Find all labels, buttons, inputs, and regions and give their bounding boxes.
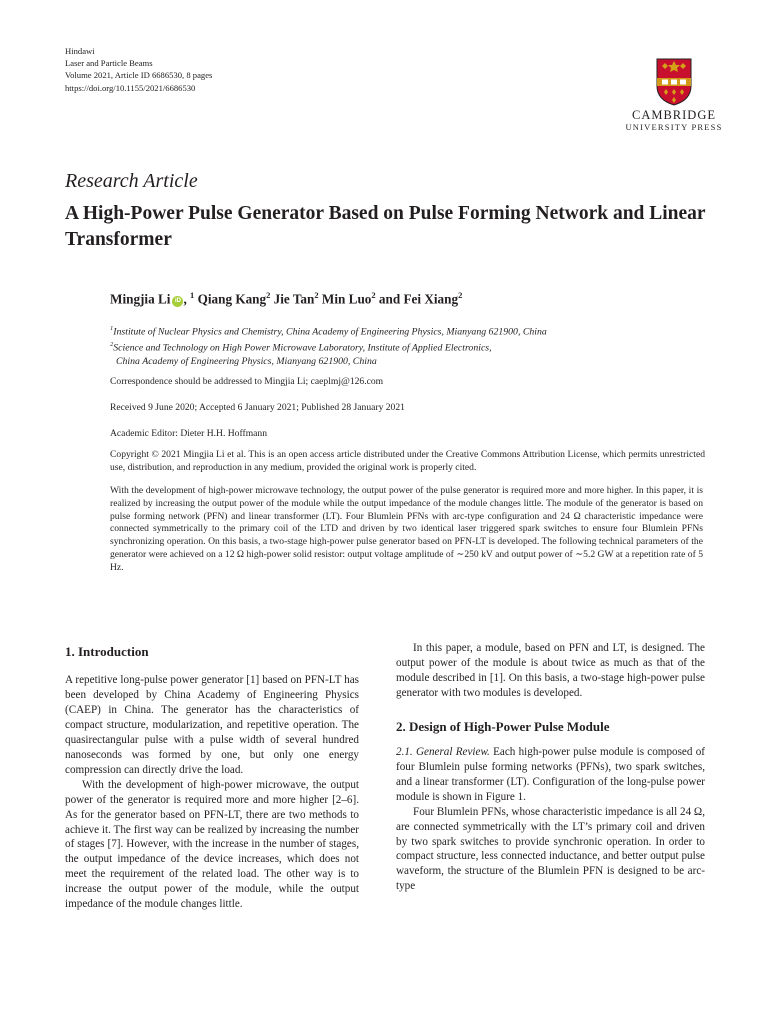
article-dates: Received 9 June 2020; Accepted 6 January 2021; Published 28 January 2021 bbox=[110, 402, 405, 413]
author-list bbox=[110, 290, 462, 307]
affiliation-text: Science and Technology on High Power Microwave Laboratory, Institute of Applied Electronics, bbox=[113, 342, 492, 354]
affiliation-line bbox=[110, 355, 710, 368]
logo-subtitle: UNIVERSITY PRESS bbox=[625, 122, 723, 132]
paragraph: In this paper, a module, based on PFN and LT, is designed. The output power of the module is about twice as much as that of the module described in [1]. On this basis, a two-stage high-power pulse generator with two modules is developed. bbox=[396, 642, 705, 699]
paragraph: Four Blumlein PFNs, whose characteristic impedance is all 24 Ω, are connected symmetrically with the LT’s primary coil and driven by two spark switches to provide synchronic operation. In order to compact structure, less connected inductance, and better output pulse waveform, the structure of the Blumlein PFN is designed to be arc-type bbox=[396, 805, 706, 893]
copyright-notice: Copyright © 2021 Mingjia Li et al. This is an open access article distributed under the Creative Commons Attribution License, which permits unrestricted use, distribution, and reproduction in any medium, provided the original work is properly cited. bbox=[110, 449, 705, 473]
author-affiliation-mark: 2 bbox=[371, 290, 376, 300]
logo-name: CAMBRIDGE bbox=[631, 108, 716, 122]
author-affiliation-mark: 2 bbox=[314, 290, 319, 300]
column-left bbox=[65, 644, 359, 912]
cambridge-logo bbox=[615, 58, 733, 132]
author-name: Mingjia Li bbox=[110, 291, 171, 307]
author-affiliation-mark: 2 bbox=[266, 290, 271, 300]
subsection-runin-heading: 2.1. General Review. bbox=[396, 745, 490, 758]
publisher-name: Hindawi bbox=[65, 46, 95, 56]
article-title: A High-Power Pulse Generator Based on Pulse Forming Network and Linear Transformer bbox=[65, 203, 706, 250]
affiliation-line bbox=[110, 322, 710, 338]
column-right bbox=[396, 641, 705, 894]
affiliation-text: China Academy of Engineering Physics, Mianyang 621900, China bbox=[116, 355, 377, 367]
author-separator: and bbox=[375, 291, 404, 307]
correspondence bbox=[110, 375, 720, 388]
abstract: With the development of high-power microwave technology, the output power of the pulse generator is required more and more higher. In this paper, it is realized by increasing the output power of the module while the output impedance of the module changes little. The module of the generator is based on pulse forming network (PFN) and linear transformer (LT). Four Blumlein PFNs with arc-type configuration and 24 Ω characteristic impedance were connected symmetrically to the primary coil of the LTD and driven by two identical laser triggered spark switches to ensure four Blumlein PFNs synchronizing operation. On this basis, a two-stage high-power pulse generator based on PFN-LT is developed. The following technical parameters of the generator were achieved on a 12 Ω high-power solid resistor: output voltage amplitude of ∼250 kV and output power of ∼5.2 GW at a repetition rate of 5 Hz. bbox=[110, 485, 703, 573]
author-name: Jie Tan bbox=[273, 291, 315, 307]
orcid-icon[interactable]: iD bbox=[172, 296, 183, 307]
affiliation-number: 2 bbox=[110, 341, 114, 349]
cambridge-shield-icon bbox=[656, 58, 692, 106]
author-name: Fei Xiang bbox=[403, 291, 459, 307]
article-type: Research Article bbox=[65, 170, 198, 192]
affiliation-line bbox=[110, 338, 710, 354]
journal-name: Laser and Particle Beams bbox=[65, 58, 153, 69]
paragraph: A repetitive long-pulse power generator [1] based on PFN-LT has been developed by China Academy of Engineering Physics (CAEP) in China. The generator has the characteristics of compact structure, modularization, and repetitive operation. The quasirectangular pulse with a pulse width of several hundred nanoseconds was formed by one, but only one energy compression can directly drive the load. bbox=[65, 674, 359, 776]
affiliation-text: Institute of Nuclear Physics and Chemistry, China Academy of Engineering Physics, Mianyang 621900, China bbox=[113, 326, 547, 338]
paragraph: With the development of high-power microwave, the output power of the generator is required more and more higher [2–6]. As for the generator based on PFN-LT, there are two methods to achieve it. The first way can be realized by increasing the number of stages [7]. However, with the increase in the number of stages, the output impedance of the device increases, which does not meet the requirement of the related load. The other way is to increase the output power of the module, while the output impedance of the module changes little. bbox=[65, 778, 359, 911]
affiliations bbox=[110, 322, 710, 368]
paragraph bbox=[396, 745, 705, 805]
author-name: Qiang Kang bbox=[197, 291, 267, 307]
section-heading-introduction: 1. Introduction bbox=[65, 644, 149, 659]
author-name: Min Luo bbox=[321, 291, 372, 307]
author-affiliation-mark: 2 bbox=[458, 290, 463, 300]
academic-editor: Academic Editor: Dieter H.H. Hoffmann bbox=[110, 428, 268, 439]
affiliation-number: 1 bbox=[110, 325, 114, 332]
volume-info: Volume 2021, Article ID 6686530, 8 pages bbox=[65, 70, 213, 81]
author-affiliation-mark: 1 bbox=[190, 290, 195, 300]
paragraph-text: Each high-power pulse module is composed of four Blumlein pulse forming networks (PFNs), two spark switches, and a linear transformer (LT). Configuration of the long-pulse power module is shown in Figure 1. bbox=[396, 745, 705, 803]
journal-header bbox=[65, 45, 212, 94]
section-heading-design: 2. Design of High-Power Pulse Module bbox=[396, 718, 610, 734]
doi-link[interactable]: https://doi.org/10.1155/2021/6686530 bbox=[65, 82, 196, 93]
author-separator: , bbox=[183, 291, 191, 307]
correspondence-text: Correspondence should be addressed to Mingjia Li; caeplmj@126.com bbox=[110, 376, 384, 387]
